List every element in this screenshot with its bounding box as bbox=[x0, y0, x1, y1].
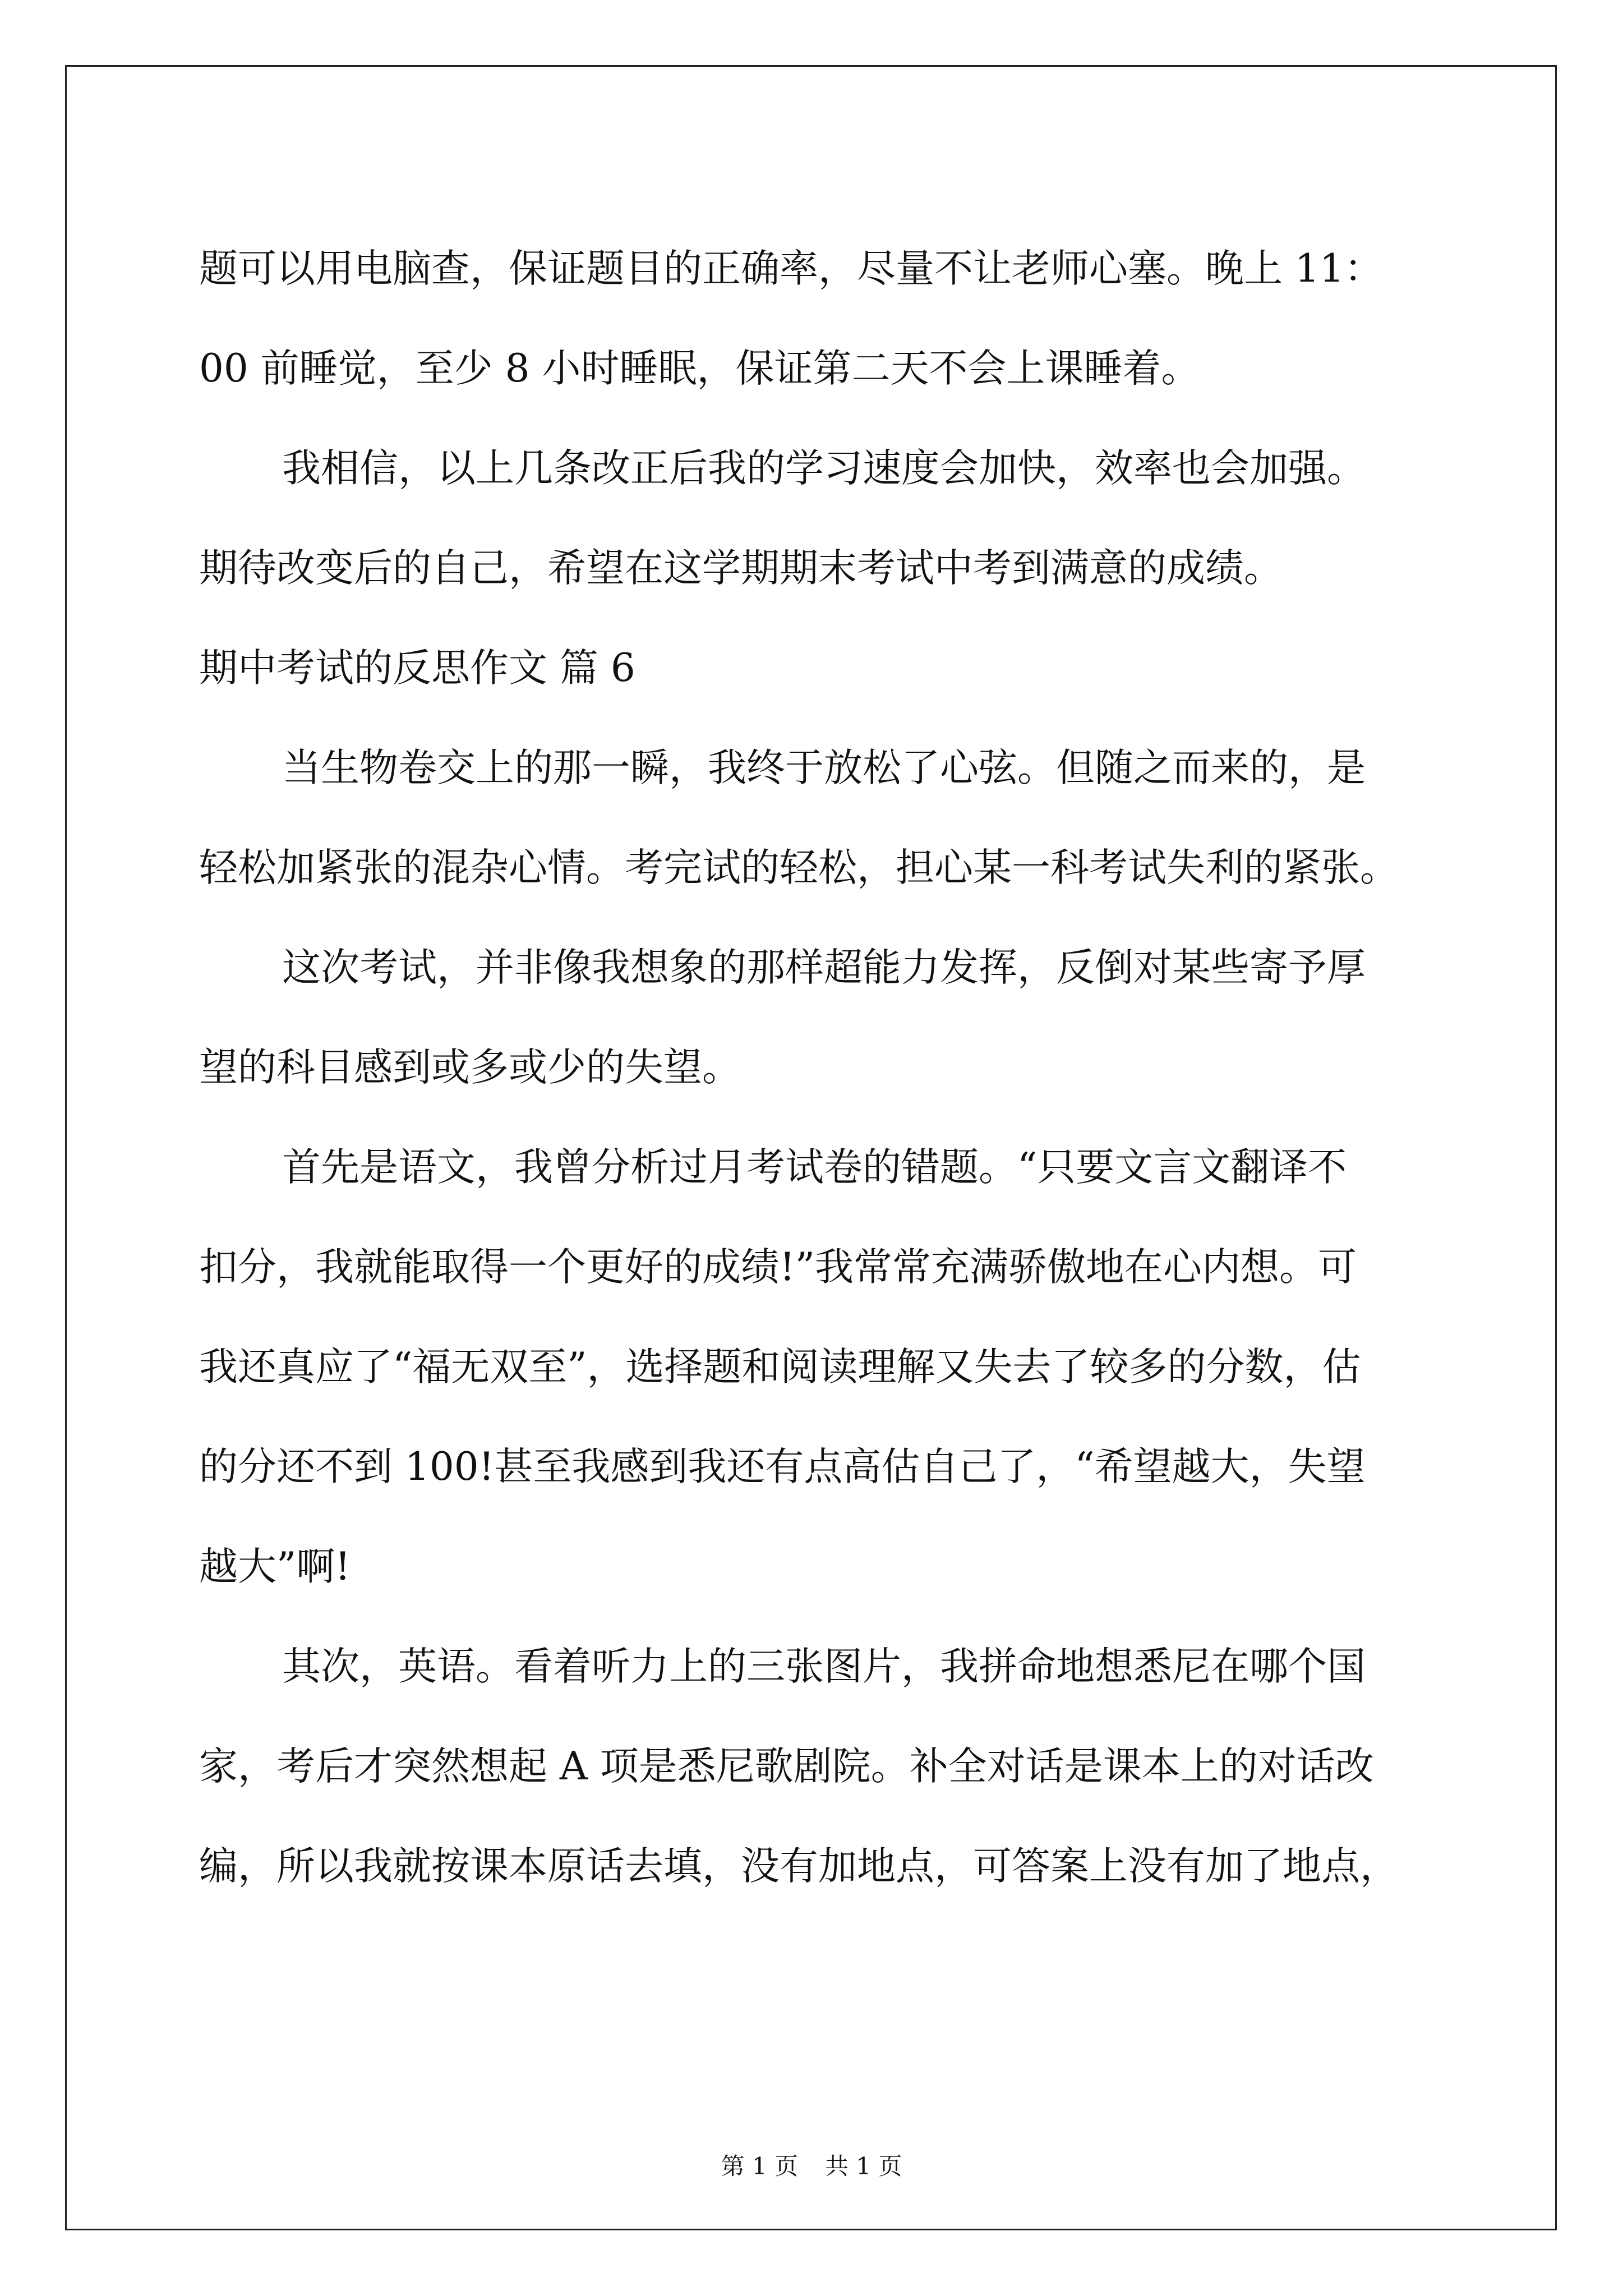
page-footer bbox=[0, 2150, 1623, 2183]
text-line: 首先是语文，我曾分析过月考试卷的错题。“只要文言文翻译不 bbox=[282, 1145, 1347, 1190]
text-line: 家，考后才突然想起 A 项是悉尼歌剧院。补全对话是课本上的对话改 bbox=[199, 1744, 1374, 1789]
text-line: 我相信，以上几条改正后我的学习速度会加快，效率也会加强。 bbox=[282, 446, 1366, 491]
text-line: 编，所以我就按课本原话去填，没有加地点，可答案上没有加了地点， bbox=[199, 1844, 1399, 1889]
document-body bbox=[199, 219, 1438, 1916]
text-line: 期待改变后的自己，希望在这学期期末考试中考到满意的成绩。 bbox=[199, 546, 1283, 591]
text-line: 望的科目感到或多或少的失望。 bbox=[199, 1045, 741, 1090]
text-line: 扣分，我就能取得一个更好的成绩!”我常常充满骄傲地在心内想。可 bbox=[199, 1245, 1357, 1290]
text-line: 的分还不到 100!甚至我感到我还有点高估自己了，“希望越大，失望 bbox=[199, 1444, 1366, 1489]
text-line: 00 前睡觉，至少 8 小时睡眠，保证第二天不会上课睡着。 bbox=[199, 346, 1200, 391]
text-line: 越大”啊! bbox=[199, 1544, 351, 1589]
section-heading: 期中考试的反思作文 篇 6 bbox=[199, 646, 635, 691]
text-line: 其次，英语。看着听力上的三张图片，我拼命地想悉尼在哪个国 bbox=[282, 1644, 1366, 1689]
text-line: 轻松加紧张的混杂心情。考完试的轻松，担心某一科考试失利的紧张。 bbox=[199, 845, 1399, 890]
text-line: 我还真应了“福无双至”，选择题和阅读理解又失去了较多的分数，估 bbox=[199, 1345, 1361, 1389]
text-line: 这次考试，并非像我想象的那样超能力发挥，反倒对某些寄予厚 bbox=[282, 945, 1366, 990]
page-number: 第 1 页 bbox=[721, 2152, 798, 2180]
text-line: 题可以用电脑查，保证题目的正确率，尽量不让老师心塞。晚上 11： bbox=[199, 246, 1383, 291]
text-line: 当生物卷交上的那一瞬，我终于放松了心弦。但随之而来的，是 bbox=[282, 746, 1366, 790]
page-total: 共 1 页 bbox=[825, 2152, 902, 2180]
